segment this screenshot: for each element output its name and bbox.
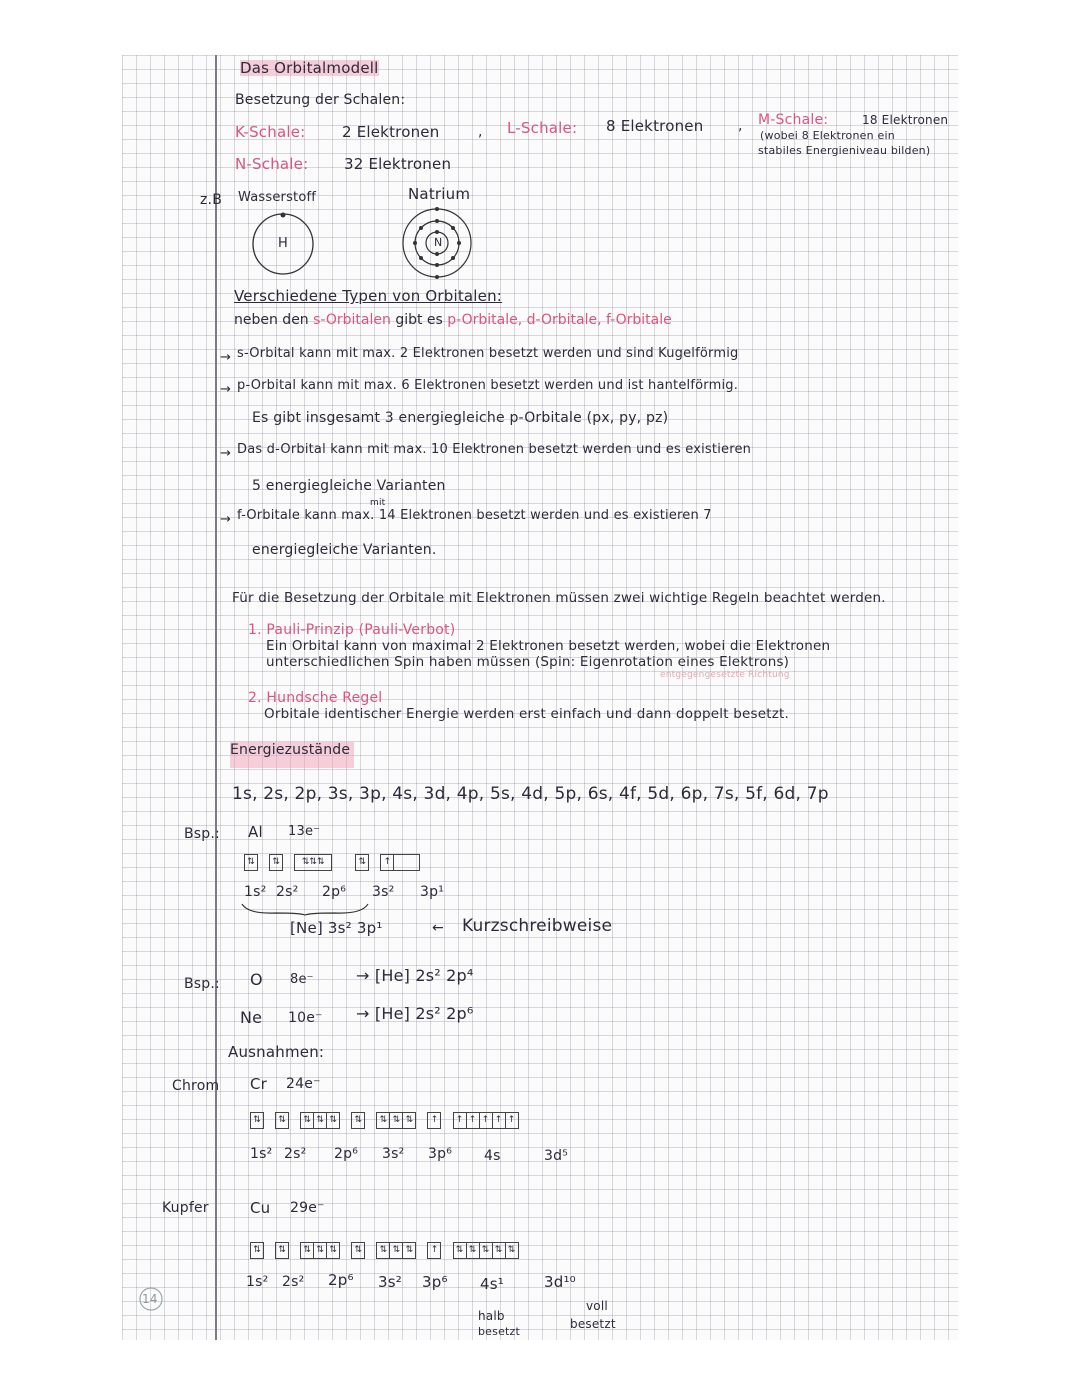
hund-title: 2. Hundsche Regel [248, 690, 383, 706]
chrom-element: Cr [250, 1075, 268, 1093]
m-schale-label: M-Schale: [758, 112, 829, 128]
intro-p: p-Orbitale, d-Orbitale, f-Orbitale [447, 312, 672, 328]
chrom-electrons: 24e⁻ [286, 1076, 321, 1092]
ausnahmen-heading: Ausnahmen: [228, 1043, 325, 1061]
wasserstoff-label: Wasserstoff [238, 190, 317, 205]
sep-1: , [478, 124, 483, 140]
example-label: z.B [200, 192, 223, 208]
bsp2-o-electrons: 8e⁻ [290, 972, 314, 987]
hydrogen-symbol: H [278, 236, 288, 251]
n-schale-value: 32 Elektronen [344, 155, 452, 173]
bsp1-label-1s: 1s² [244, 884, 267, 900]
page-title: Das Orbitalmodell [240, 59, 379, 77]
chrom-orbital-boxes: ⇅ ⇅ ⇅ ⇅ ⇅ ⇅ ⇅ ⇅ ⇅ ↑ ↑ ↑ ↑ ↑ ↑ [250, 1110, 525, 1129]
cr-label-2p: 2p⁶ [334, 1146, 359, 1162]
cu-label-3d: 3d¹⁰ [544, 1273, 576, 1291]
cu-label-3s: 3s² [378, 1273, 402, 1291]
cu-label-2p: 2p⁶ [328, 1271, 354, 1289]
cu-label-1s: 1s² [246, 1274, 269, 1290]
bsp1-short-label: Kurzschreibweise [462, 916, 613, 936]
energie-sequence: 1s, 2s, 2p, 3s, 3p, 4s, 3d, 4p, 5s, 4d, 5p, 6s, 4f, 5d, 6p, 7s, 5f, 6d, 7p [232, 784, 829, 804]
cr-label-2s: 2s² [284, 1146, 307, 1162]
bsp2-o-config: → [He] 2s² 2p⁴ [356, 966, 474, 985]
sep-2: , [738, 118, 743, 134]
m-schale-note-2: stabiles Energieniveau bilden) [758, 144, 931, 157]
kupfer-orbital-boxes: ⇅ ⇅ ⇅ ⇅ ⇅ ⇅ ⇅ ⇅ ⇅ ↑ ⇅ ⇅ ⇅ ⇅ ⇅ [250, 1240, 525, 1259]
bullet-arrow-icon: → [220, 512, 231, 527]
energie-heading: Energiezustände [230, 742, 354, 768]
bullet-arrow-icon: → [220, 382, 231, 397]
orbital-box: ↑ [380, 854, 420, 871]
bsp2-label: Bsp.: [184, 976, 220, 992]
bsp2-ne-config: → [He] 2s² 2p⁶ [356, 1004, 474, 1023]
bsp1-arrow: ← [432, 920, 444, 936]
bsp1-electrons: 13e⁻ [288, 824, 321, 839]
cr-label-3d: 3d⁵ [544, 1148, 569, 1164]
chrom-label: Chrom [172, 1078, 220, 1094]
pauli-note: entgegengesetzte Richtung [660, 670, 790, 680]
orbital-box: ⇅⇅⇅ [294, 854, 332, 871]
halb-label: halb [478, 1309, 505, 1323]
bsp1-label-2s: 2s² [276, 884, 299, 900]
bullet-arrow-icon: → [220, 350, 231, 365]
bsp1-label: Bsp.: [184, 826, 220, 842]
bsp2-o-element: O [250, 970, 263, 989]
voll-label: voll [586, 1299, 608, 1313]
hund-text: Orbitale identischer Energie werden erst einfach und dann doppelt besetzt. [264, 706, 789, 722]
pauli-text-1: Ein Orbital kann von maximal 2 Elektronen besetzt werden, wobei die Elektronen [266, 638, 831, 654]
intro-s: s-Orbitalen [313, 312, 391, 328]
m-schale-value: 18 Elektronen [862, 113, 949, 127]
l-schale-label: L-Schale: [507, 119, 578, 137]
kupfer-label: Kupfer [162, 1200, 209, 1216]
d-orbital-line: Das d-Orbital kann mit max. 10 Elektronen besetzt werden und es existieren [237, 442, 752, 457]
cr-label-4s: 4s [484, 1148, 501, 1164]
bsp1-label-2p: 2p⁶ [322, 884, 347, 900]
k-schale-label: K-Schale: [235, 123, 306, 141]
n-schale-label: N-Schale: [235, 155, 309, 173]
bsp2-ne-element: Ne [240, 1008, 263, 1027]
orbital-box: ⇅ [244, 854, 258, 871]
bsp1-orbital-boxes [244, 852, 426, 871]
s-orbital-line: s-Orbital kann mit max. 2 Elektronen besetzt werden und sind Kugelförmig [237, 346, 739, 361]
orbitale-intro [234, 312, 672, 328]
p-orbital-line: p-Orbital kann mit max. 6 Elektronen besetzt werden und ist hantelförmig. [237, 378, 739, 393]
bsp1-short: [Ne] 3s² 3p¹ [290, 919, 383, 937]
cr-label-3p: 3p⁶ [428, 1146, 453, 1162]
cr-label-3s: 3s² [382, 1146, 405, 1162]
page-number: 14 [142, 1292, 158, 1306]
intro-part-2: gibt es [395, 312, 443, 328]
orbital-box: ⇅ [355, 854, 369, 871]
orbitale-heading: Verschiedene Typen von Orbitalen: [234, 287, 503, 305]
bullet-arrow-icon: → [220, 446, 231, 461]
cu-label-2s: 2s² [282, 1274, 305, 1290]
d-orbital-line-2: 5 energiegleiche Varianten [252, 478, 446, 494]
cu-label-4s: 4s¹ [480, 1275, 504, 1293]
kupfer-element: Cu [250, 1199, 271, 1217]
bsp2-ne-electrons: 10e⁻ [288, 1010, 323, 1026]
k-schale-value: 2 Elektronen [342, 123, 440, 141]
l-schale-value: 8 Elektronen [606, 117, 704, 135]
sodium-nucleus-symbol: N [434, 236, 443, 249]
schalen-heading: Besetzung der Schalen: [235, 92, 406, 108]
cr-label-1s: 1s² [250, 1146, 273, 1162]
pauli-title: 1. Pauli-Prinzip (Pauli-Verbot) [248, 622, 456, 638]
m-schale-note-1: (wobei 8 Elektronen ein [760, 129, 895, 142]
bsp1-element: Al [248, 823, 263, 841]
f-orbital-line-2: energiegleiche Varianten. [252, 542, 437, 558]
bsp1-label-3s: 3s² [372, 884, 395, 900]
orbital-box: ⇅ [269, 854, 283, 871]
bsp1-label-3p: 3p¹ [420, 884, 445, 900]
cu-label-3p: 3p⁶ [422, 1273, 448, 1291]
pauli-text-2: unterschiedlichen Spin haben müssen (Spin: Eigenrotation eines Elektrons) [266, 654, 790, 670]
halb-label-2: besetzt [478, 1325, 521, 1338]
natrium-label: Natrium [408, 185, 471, 203]
brace-icon [240, 902, 370, 916]
kupfer-electrons: 29e⁻ [290, 1200, 325, 1216]
p-orbital-line-2: Es gibt insgesamt 3 energiegleiche p-Orbitale (px, py, pz) [252, 410, 669, 426]
margin-line [215, 55, 217, 1340]
intro-part-1: neben den [234, 312, 309, 328]
regeln-intro: Für die Besetzung der Orbitale mit Elektronen müssen zwei wichtige Regeln beachtet werden. [232, 590, 886, 606]
voll-label-2: besetzt [570, 1317, 616, 1331]
f-orbital-line: f-Orbitale kann max. 14 Elektronen besetzt werden und es existieren 7 [237, 508, 712, 523]
f-orbital-mit: mit [370, 498, 386, 508]
